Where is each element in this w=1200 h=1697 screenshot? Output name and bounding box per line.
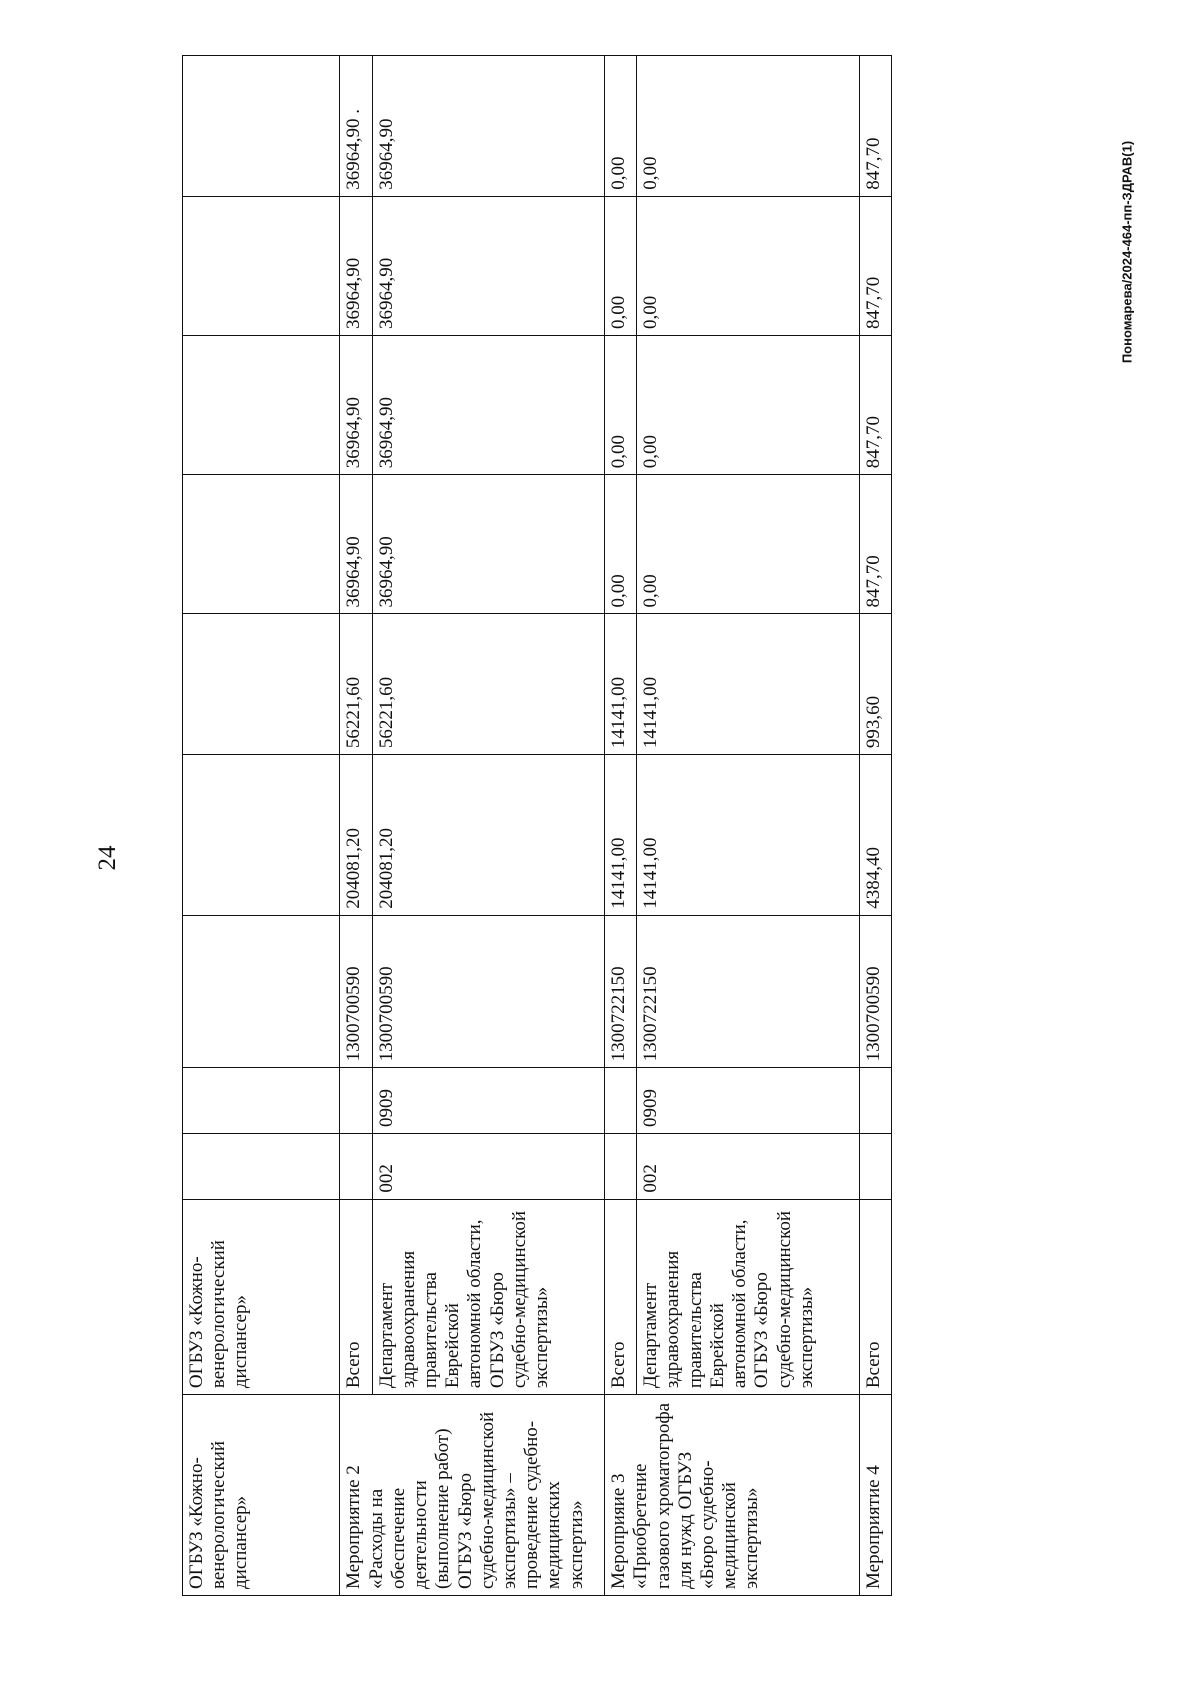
empty-cell <box>183 1068 340 1134</box>
value-cell: 0,00 <box>605 56 637 197</box>
value-cell: 56221,60 <box>372 614 605 755</box>
measure-cell: Мероприятие 4 <box>859 1395 891 1596</box>
empty-cell <box>183 614 340 755</box>
table-row <box>605 56 637 1596</box>
kcsr-cell: 1300700590 <box>372 915 605 1068</box>
value-cell: 993,60 <box>859 614 891 755</box>
table-row <box>183 56 340 1596</box>
value-cell: 14141,00 <box>605 755 637 916</box>
rzpr-cell <box>859 1068 891 1134</box>
grbs-cell <box>859 1134 891 1200</box>
value-cell: 14141,00 <box>605 614 637 755</box>
value-cell: 36964,90 <box>372 335 605 474</box>
value-cell: 36964,90 <box>340 196 372 335</box>
value-cell: 204081,20 <box>372 755 605 916</box>
value-cell: 847,70 <box>859 196 891 335</box>
source-cell: Департамент здравоохранения правительства Еврейской автономной области, ОГБУЗ «Бюро судебно-медицинской экспертизы» <box>372 1199 605 1395</box>
kcsr-cell: 1300700590 <box>859 915 891 1068</box>
value-cell: 847,70 <box>859 56 891 197</box>
table-row <box>340 56 372 1596</box>
kcsr-cell: 1300700590 <box>340 915 372 1068</box>
grbs-cell <box>340 1134 372 1200</box>
value-cell: 14141,00 <box>637 614 860 755</box>
value-cell: 0,00 <box>605 475 637 614</box>
empty-cell <box>183 1134 340 1200</box>
empty-cell <box>183 475 340 614</box>
table-row <box>859 56 891 1596</box>
rzpr-cell <box>340 1068 372 1134</box>
value-cell: 36964,90 . <box>340 56 372 197</box>
value-cell: 36964,90 <box>372 475 605 614</box>
value-cell: 36964,90 <box>340 335 372 474</box>
value-cell: 0,00 <box>637 196 860 335</box>
empty-cell <box>183 56 340 197</box>
value-cell: 847,70 <box>859 335 891 474</box>
measure-cell: Мероприяие 3 «Приобретение газового хроматогрофа для нужд ОГБУЗ «Бюро судебно-медицинской экспертизы» <box>605 1395 860 1596</box>
value-cell: 0,00 <box>637 56 860 197</box>
value-cell: 56221,60 <box>340 614 372 755</box>
value-cell: 36964,90 <box>372 56 605 197</box>
source-cell: Департамент здравоохранения правительства Еврейской автономной области, ОГБУЗ «Бюро судебно-медицинской экспертизы» <box>637 1199 860 1395</box>
grbs-cell: 002 <box>372 1134 605 1200</box>
value-cell: 36964,90 <box>340 475 372 614</box>
value-cell: 14141,00 <box>637 755 860 916</box>
budget-table <box>182 55 892 1596</box>
grbs-cell <box>605 1134 637 1200</box>
page-number: 24 <box>94 845 121 871</box>
value-cell: 0,00 <box>637 335 860 474</box>
table-row <box>372 56 605 1596</box>
document-id-text: Пономарева/2024-464-пп-ЗДРАВ(1) <box>1119 140 1135 364</box>
value-cell: 0,00 <box>605 335 637 474</box>
rzpr-cell: 0909 <box>637 1068 860 1134</box>
kcsr-cell: 1300722150 <box>637 915 860 1068</box>
measure-cell: Мероприятие 2 «Расходы на обеспечение деятельности (выполнение работ) ОГБУЗ «Бюро судебно-медицинской экспертизы» – проведение судебно-медицинских экспертиз» <box>340 1395 605 1596</box>
empty-cell <box>183 335 340 474</box>
empty-cell <box>183 755 340 916</box>
source-cell: Всего <box>605 1199 637 1395</box>
value-cell: 36964,90 <box>372 196 605 335</box>
value-cell: 0,00 <box>605 196 637 335</box>
document-id <box>1119 140 1135 364</box>
value-cell: 847,70 <box>859 475 891 614</box>
grbs-cell: 002 <box>637 1134 860 1200</box>
source-cell: ОГБУЗ «Кожно-венерологический диспансер» <box>183 1199 340 1395</box>
value-cell: 4384,40 <box>859 755 891 916</box>
table-row <box>637 56 860 1596</box>
empty-cell <box>183 915 340 1068</box>
rzpr-cell: 0909 <box>372 1068 605 1134</box>
empty-cell <box>183 196 340 335</box>
measure-cell: ОГБУЗ «Кожно-венерологический диспансер» <box>183 1395 340 1596</box>
value-cell: 0,00 <box>637 475 860 614</box>
rzpr-cell <box>605 1068 637 1134</box>
source-cell: Всего <box>859 1199 891 1395</box>
kcsr-cell: 1300722150 <box>605 915 637 1068</box>
source-cell: Всего <box>340 1199 372 1395</box>
budget-table-frame <box>182 55 892 1596</box>
value-cell: 204081,20 <box>340 755 372 916</box>
